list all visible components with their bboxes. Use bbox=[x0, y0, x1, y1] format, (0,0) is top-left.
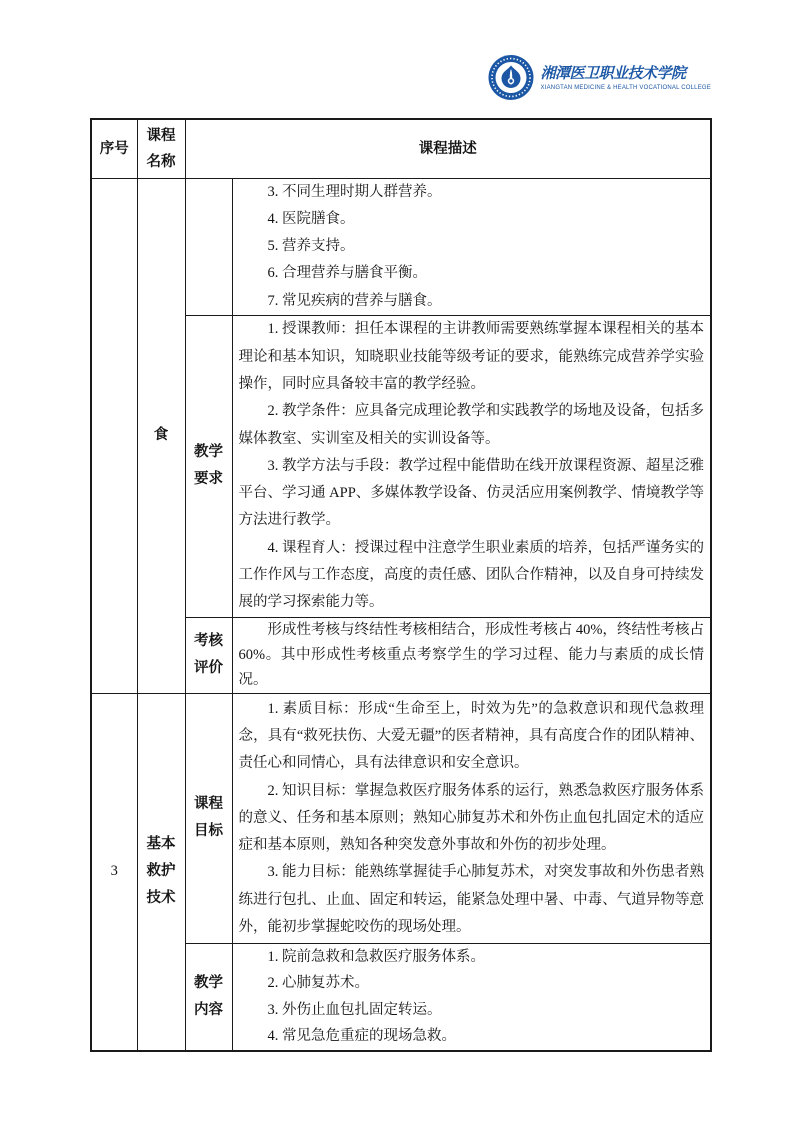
content-item: 3. 不同生理时期人群营养。 bbox=[267, 183, 442, 200]
content-item: 3. 外伤止血包扎固定转运。 bbox=[267, 1001, 442, 1018]
content-paragraph: 3. 教学方法与手段：教学过程中能借助在线开放课程资源、超星泛雅平台、学习通 APP、多媒体教学设备、仿灵活应用案例教学、情境教学等方法进行教学。 bbox=[238, 457, 704, 529]
content-paragraph: 1. 素质目标：形成“生命至上，时效为先”的急救意识和现代急救理念，具有“救死扶伤、大爱无疆”的医者精神，具有高度合作的团队精神、责任心和同情心，具有法律意识和安全意识。 bbox=[238, 700, 704, 772]
seq-cell bbox=[91, 178, 137, 693]
course-name-text: 基本救护技术 bbox=[146, 835, 176, 907]
content-paragraph: 2. 教学条件：应具备完成理论教学和实践教学的场地及设备，包括多媒体教室、实训室及相关的实训设备等。 bbox=[238, 403, 704, 447]
table-row bbox=[91, 693, 711, 943]
seq-cell: 3 bbox=[91, 693, 137, 1050]
course-name-cell bbox=[137, 178, 185, 693]
content-item: 4. 常见急危重症的现场急救。 bbox=[267, 1028, 456, 1045]
college-name-en: XIANGTAN MEDICINE & HEALTH VOCATIONAL COLLEGE bbox=[540, 85, 711, 91]
section-label: 教学要求 bbox=[185, 315, 232, 617]
section-content bbox=[232, 693, 711, 943]
section-content bbox=[232, 178, 711, 315]
content-paragraph: 形成性考核与终结性考核相结合，形成性考核占 40%，终结性考核占 60%。其中形成性考核重点考察学生的学习过程、能力与素质的成长情况。 bbox=[238, 621, 704, 688]
section-label: 教学内容 bbox=[185, 943, 232, 1050]
content-item: 6. 合理营养与膳食平衡。 bbox=[267, 265, 427, 282]
content-paragraph: 2. 知识目标：掌握急救医疗服务体系的运行，熟悉急救医疗服务体系的意义、任务和基本原则；熟知心肺复苏术和外伤止血包扎固定术的适应症和基本原则，熟知各种突发意外事故和外伤的初步处理。 bbox=[238, 782, 704, 854]
content-item: 1. 院前急救和急救医疗服务体系。 bbox=[267, 948, 485, 965]
course-table bbox=[90, 118, 712, 1052]
course-name-cell bbox=[137, 693, 185, 1050]
section-label: 课程目标 bbox=[185, 693, 232, 943]
content-paragraph: 4. 课程育人：授课过程中注意学生职业素质的培养，包括严谨务实的工作作风与工作态度，高度的责任感、团队合作精神，以及自身可持续发展的学习探索能力等。 bbox=[238, 539, 704, 611]
content-item: 5. 营养支持。 bbox=[267, 238, 355, 255]
section-label: 考核评价 bbox=[185, 617, 232, 693]
header-course-name: 课程名称 bbox=[137, 119, 185, 178]
section-content bbox=[232, 315, 711, 617]
header-course-desc: 课程描述 bbox=[185, 119, 711, 178]
table-header-row bbox=[91, 119, 711, 178]
content-paragraph: 3. 能力目标：能熟练掌握徒手心肺复苏术，对突发事故和外伤患者熟练进行包扎、止血、固定和转运，能紧急处理中暑、中毒、气道异物等意外，能初步掌握蛇咬伤的现场处理。 bbox=[238, 864, 704, 936]
course-name-text: 食 bbox=[153, 427, 169, 444]
content-item: 4. 医院膳食。 bbox=[267, 210, 355, 227]
section-content bbox=[232, 617, 711, 693]
table-row bbox=[91, 178, 711, 315]
college-logo bbox=[488, 54, 711, 101]
college-name-cn: 湘潭医卫职业技术学院 bbox=[540, 66, 686, 82]
section-content bbox=[232, 943, 711, 1050]
college-name bbox=[541, 64, 711, 91]
college-seal-icon bbox=[488, 54, 534, 101]
content-paragraph: 1. 授课教师：担任本课程的主讲教师需要熟练掌握本课程相关的基本理论和基本知识，知晓职业技能等级考证的要求，能熟练完成营养学实验操作，同时应具备较丰富的教学经验。 bbox=[238, 321, 704, 392]
content-item: 7. 常见疾病的营养与膳食。 bbox=[267, 292, 442, 309]
content-item: 2. 心肺复苏术。 bbox=[267, 975, 369, 992]
header-seq: 序号 bbox=[91, 119, 137, 178]
section-label bbox=[185, 178, 232, 315]
